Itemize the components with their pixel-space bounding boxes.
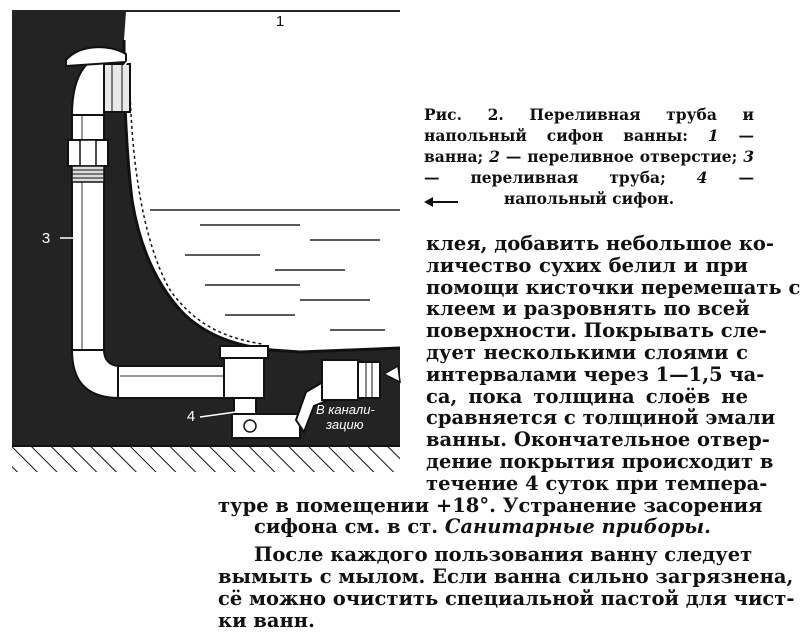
- label-overflow-pipe: 3: [41, 230, 51, 247]
- body-line: течение 4 суток при темпера-: [426, 471, 768, 495]
- floor-siphon: [232, 414, 300, 438]
- floor-hatching: [12, 446, 400, 472]
- figure-caption: Рис. 2. Переливная труба и напольный сифон ванны: 1 — ванна; 2 — переливное отверстие; 3 — переливная труба; 4 — напольный сифон.: [424, 105, 755, 208]
- overflow-siphon-figure: [0, 0, 420, 475]
- drain-caption-line2: зацию: [326, 417, 364, 432]
- body-line: сравняется с толщиной эмали: [426, 406, 776, 430]
- label-overflow-hole: 2: [150, 13, 160, 30]
- body-line: личество сухих белил и при: [426, 253, 748, 277]
- caption-prefix: Рис. 2. Переливная труба и напольный сифон ванны:: [424, 105, 754, 145]
- para2-line: ки ванн.: [218, 608, 315, 632]
- body-line: дение покрытия происходит в: [426, 450, 774, 473]
- article-reference: Санитарные приборы.: [444, 515, 711, 539]
- body-line: клеем и разровнять по всей: [426, 297, 750, 321]
- para2-line: вымыть с мылом. Если ванна сильно загрязнена,: [218, 565, 794, 588]
- body-line: туре в помещении +18°. Устранение засорения: [218, 493, 763, 517]
- para2-line: После каждого пользования ванну следует: [254, 543, 753, 567]
- body-line: клея, добавить небольшое ко-: [426, 232, 775, 255]
- label-siphon: 4: [186, 408, 196, 425]
- drain-caption-line1: В канали-: [316, 402, 375, 417]
- body-line-reference: сифона см. в ст. Санитарные приборы.: [254, 515, 711, 539]
- left-arrow-icon: [424, 195, 458, 209]
- body-line: интервалами через 1—1,5 ча-: [426, 362, 765, 386]
- body-line: помощи кисточки перемешать с: [426, 275, 800, 299]
- body-line: ванны. Окончательное отвер-: [426, 428, 770, 452]
- body-line: са, пока толщина слоёв не: [426, 384, 748, 408]
- body-line: поверхности. Покрывать сле-: [426, 319, 767, 343]
- label-bath: 1: [275, 13, 285, 30]
- para2-line: сё можно очистить специальной пастой для чист-: [218, 586, 795, 610]
- body-line: дует несколькими слоями с: [426, 341, 748, 364]
